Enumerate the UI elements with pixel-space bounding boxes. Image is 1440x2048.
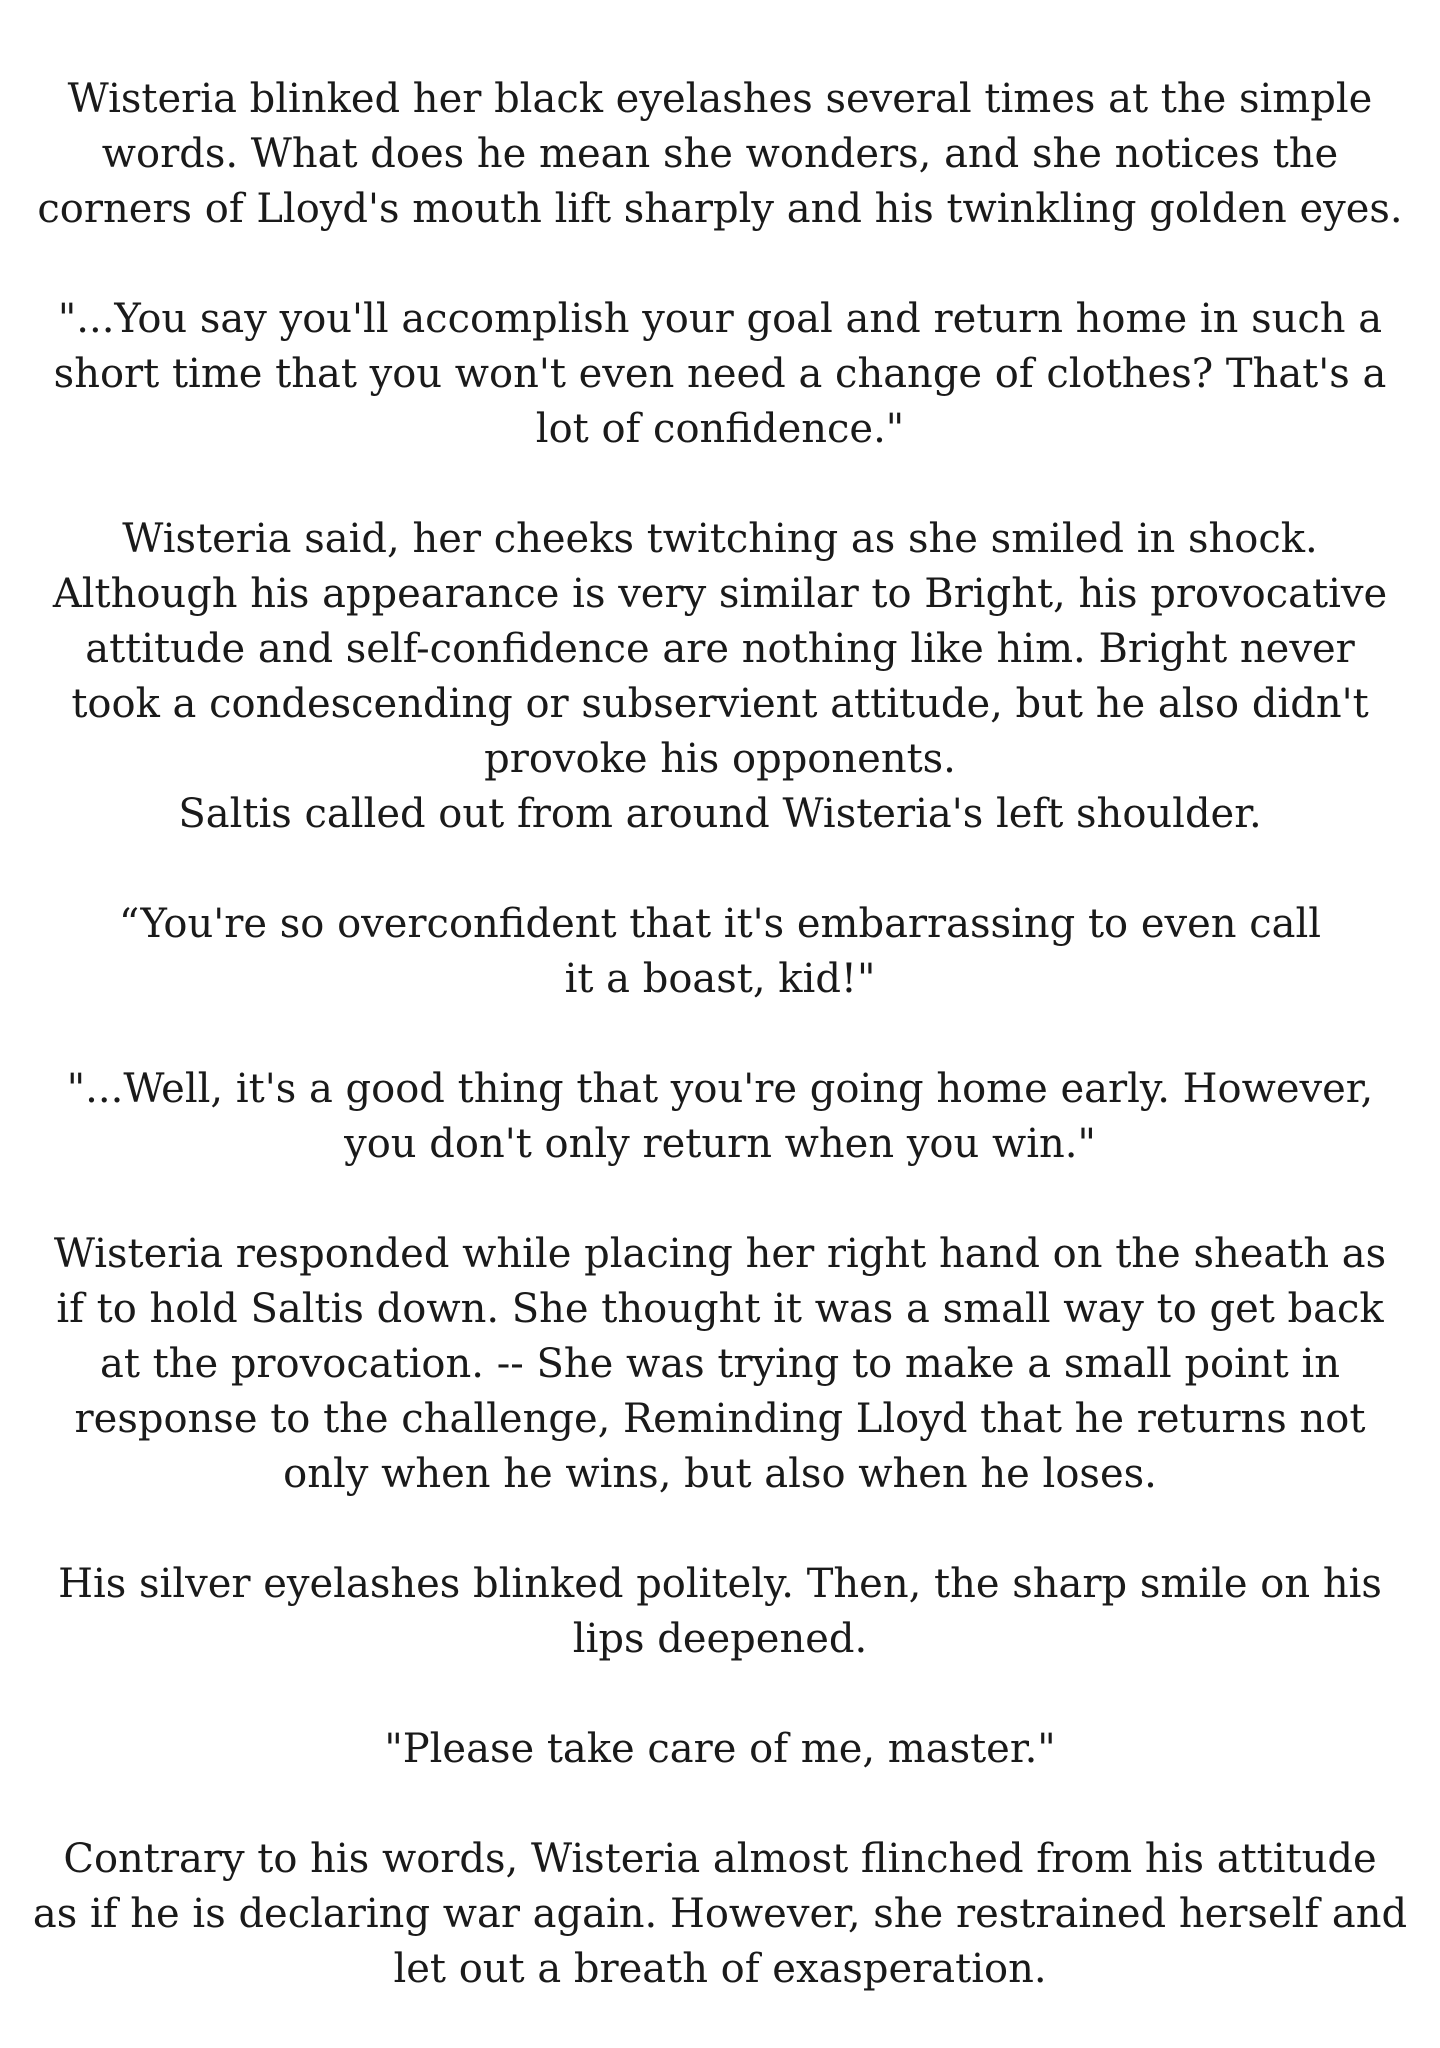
paragraph-lloyd-confidence-quote: "...You say you'll accomplish your goal and return home in such a short time that you won't even need a change of clothes? That's a lot of confidence." [53,296,1387,452]
paragraph-wisteria-responded: Wisteria responded while placing her right hand on the sheath as if to hold Saltis down. She thought it was a small way to get back at the provocation. -- She was trying to make a small point in response to the challenge, Reminding Lloyd that he returns not only when he wins, but also when he loses. [53,1231,1387,1497]
paragraph-exasperation: Contrary to his words, Wisteria almost flinched from his attitude as if he is declaring war again. However, she restrained herself and let out a breath of exasperation. [32,1836,1408,1992]
paragraph-lloyd-master-quote: "Please take care of me, master." [384,1726,1056,1772]
paragraph-saltis-called: Saltis called out from around Wisteria's left shoulder. [178,791,1262,837]
paragraph-wisteria-blinked: Wisteria blinked her black eyelashes several times at the simple words. What does he mean she wonders, and she notices the corners of Lloyd's mouth lift sharply and his twinkling golden eyes. [37,76,1403,232]
novel-page [0,72,1440,1997]
paragraph-wisteria-quote: "...Well, it's a good thing that you're going home early. However, you don't only return when you win." [66,1066,1374,1167]
paragraph-saltis-quote: “You're so overconfident that it's embarrassing to even call it a boast, kid!" [118,901,1322,1002]
paragraph-silver-eyelashes: His silver eyelashes blinked politely. Then, the sharp smile on his lips deepened. [58,1561,1382,1662]
paragraph-wisteria-shock: Wisteria said, her cheeks twitching as she smiled in shock. Although his appearance is very similar to Bright, his provocative attitude and self-confidence are nothing like him. Bright never took a condescending or subservient attitude, but he also didn't provoke his opponents. [52,516,1388,782]
